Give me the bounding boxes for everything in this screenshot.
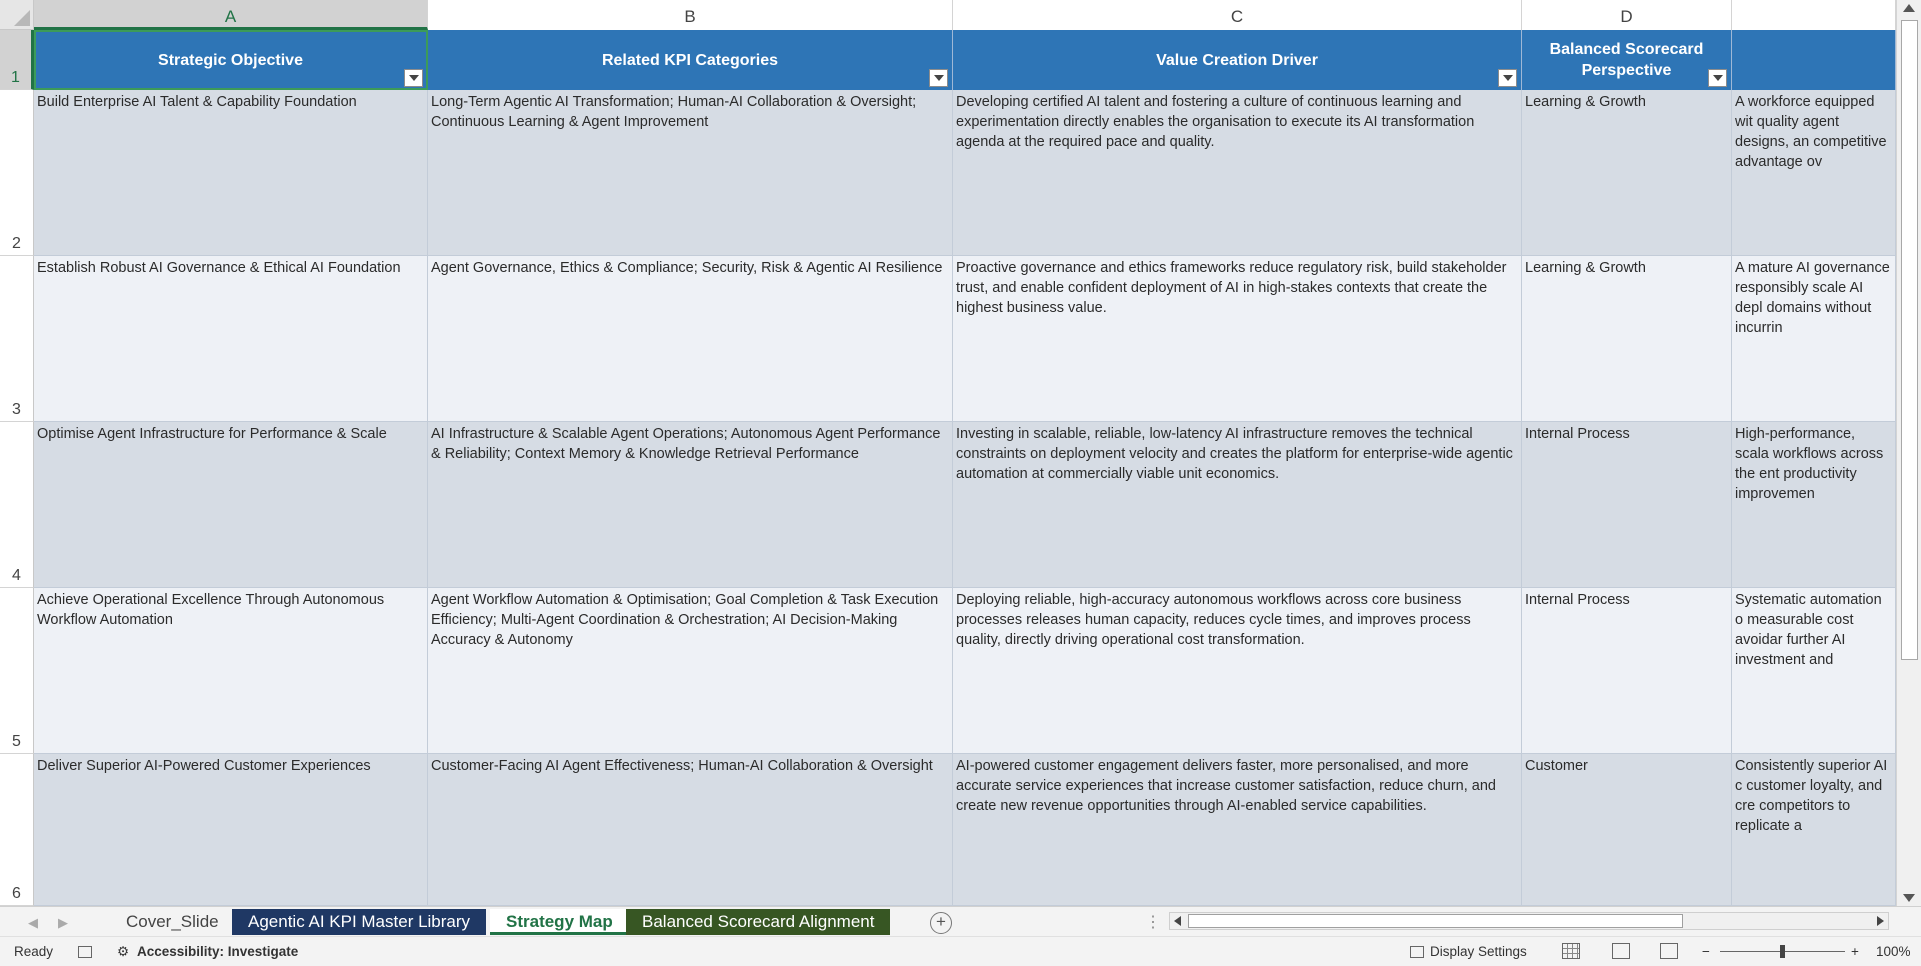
column-header-strip (0, 0, 1921, 30)
tab-strategy-map[interactable]: Strategy Map (490, 909, 629, 935)
row-header-2[interactable]: 2 (0, 90, 34, 256)
accessibility-icon[interactable]: ⚙ (117, 944, 130, 959)
more-options-icon[interactable]: ⋮ (1145, 914, 1161, 931)
cell-strategic-objective[interactable]: Build Enterprise AI Talent & Capability Foundation (34, 90, 428, 256)
column-header-a[interactable]: A (34, 0, 428, 30)
cell-value-driver[interactable]: Deploying reliable, high-accuracy autonomous workflows across core business processes releases human capacity, reduces cycle times, and improves process quality, directly driving operational cost transformation. (953, 588, 1522, 754)
tab-cover-slide[interactable]: Cover_Slide (110, 909, 236, 935)
cell-perspective[interactable]: Internal Process (1522, 588, 1732, 754)
filter-dropdown-icon[interactable] (1708, 69, 1727, 87)
cell-value-driver[interactable]: Proactive governance and ethics frameworks reduce regulatory risk, build stakeholder trust, and enable confident deployment of AI in high-stakes contexts that create the highest business value. (953, 256, 1522, 422)
cell-value-driver[interactable]: AI-powered customer engagement delivers faster, more personalised, and more accurate service experiences that increase customer satisfaction, reduce churn, and create new revenue opportunities through AI-enabled service capabilities. (953, 754, 1522, 906)
cell-value-driver[interactable]: Investing in scalable, reliable, low-latency AI infrastructure removes the technical constraints on deployment velocity and creates the platform for enterprise-wide agentic automation at commercially viable unit economics. (953, 422, 1522, 588)
cell-column-e[interactable]: A workforce equipped wit quality agent designs, an competitive advantage ov (1732, 90, 1896, 256)
filter-dropdown-icon[interactable] (404, 69, 423, 87)
normal-view-icon[interactable] (1562, 943, 1580, 959)
scroll-up-icon[interactable] (1903, 4, 1915, 12)
filter-dropdown-icon[interactable] (929, 69, 948, 87)
zoom-out-icon[interactable]: − (1702, 944, 1710, 959)
zoom-level[interactable]: 100% (1876, 944, 1911, 959)
cell-kpi-categories[interactable]: Agent Governance, Ethics & Compliance; Security, Risk & Agentic AI Resilience (428, 256, 953, 422)
row-header-4[interactable]: 4 (0, 422, 34, 588)
tab-scroll-left-icon[interactable]: ◀ (28, 915, 38, 930)
header-cell-column-e[interactable] (1732, 30, 1896, 90)
cell-column-e[interactable]: Consistently superior AI c customer loyalty, and cre competitors to replicate a (1732, 754, 1896, 906)
cell-strategic-objective[interactable]: Optimise Agent Infrastructure for Performance & Scale (34, 422, 428, 588)
cell-column-e[interactable]: A mature AI governance responsibly scale AI depl domains without incurrin (1732, 256, 1896, 422)
select-all-corner[interactable] (0, 0, 34, 30)
status-bar (0, 936, 1921, 966)
header-cell-related-kpi-categories[interactable]: Related KPI Categories (428, 30, 953, 90)
horizontal-scroll-thumb[interactable] (1188, 914, 1683, 928)
scroll-down-icon[interactable] (1903, 894, 1915, 902)
vertical-scroll-thumb[interactable] (1901, 20, 1918, 660)
cell-kpi-categories[interactable]: Customer-Facing AI Agent Effectiveness; Human-AI Collaboration & Oversight (428, 754, 953, 906)
sheet-tab-bar (0, 906, 1921, 936)
cell-column-e[interactable]: High-performance, scala workflows across the ent productivity improvemen (1732, 422, 1896, 588)
page-break-view-icon[interactable] (1660, 943, 1678, 959)
column-header-b[interactable]: B (428, 0, 953, 30)
tab-scroll-right-icon[interactable]: ▶ (58, 915, 68, 930)
accessibility-status[interactable]: Accessibility: Investigate (137, 944, 299, 959)
tab-agentic-ai-kpi-master-library[interactable]: Agentic AI KPI Master Library (232, 909, 486, 935)
column-header-c[interactable]: C (953, 0, 1522, 30)
cell-perspective[interactable]: Customer (1522, 754, 1732, 906)
cell-value-driver[interactable]: Developing certified AI talent and fostering a culture of continuous learning and experimentation directly enables the organisation to execute its AI transformation agenda at the required pace and quality. (953, 90, 1522, 256)
zoom-slider-thumb[interactable] (1780, 945, 1785, 958)
row-header-5[interactable]: 5 (0, 588, 34, 754)
status-ready: Ready (14, 944, 54, 959)
cell-perspective[interactable]: Internal Process (1522, 422, 1732, 588)
add-sheet-icon[interactable]: + (930, 912, 952, 934)
vertical-scrollbar[interactable] (1896, 0, 1921, 906)
display-settings-icon[interactable] (1410, 944, 1424, 959)
row-header-3[interactable]: 3 (0, 256, 34, 422)
cell-kpi-categories[interactable]: Long-Term Agentic AI Transformation; Human-AI Collaboration & Oversight; Continuous Learning & Agent Improvement (428, 90, 953, 256)
cell-strategic-objective[interactable]: Establish Robust AI Governance & Ethical AI Foundation (34, 256, 428, 422)
cell-strategic-objective[interactable]: Achieve Operational Excellence Through Autonomous Workflow Automation (34, 588, 428, 754)
column-header-e[interactable] (1732, 0, 1896, 30)
scroll-right-icon[interactable] (1877, 916, 1884, 926)
display-settings-button[interactable]: Display Settings (1430, 944, 1527, 959)
cell-kpi-categories[interactable]: AI Infrastructure & Scalable Agent Operations; Autonomous Agent Performance & Reliability; Context Memory & Knowledge Retrieval Performance (428, 422, 953, 588)
zoom-in-icon[interactable]: + (1851, 944, 1859, 959)
cell-kpi-categories[interactable]: Agent Workflow Automation & Optimisation; Goal Completion & Task Execution Efficiency; Multi-Agent Coordination & Orchestration; AI Decision-Making Accuracy & Autonomy (428, 588, 953, 754)
scroll-left-icon[interactable] (1174, 916, 1181, 926)
tab-balanced-scorecard-alignment[interactable]: Balanced Scorecard Alignment (626, 909, 890, 935)
cell-perspective[interactable]: Learning & Growth (1522, 256, 1732, 422)
filter-dropdown-icon[interactable] (1498, 69, 1517, 87)
cell-column-e[interactable]: Systematic automation o measurable cost avoidar further AI investment and (1732, 588, 1896, 754)
cell-perspective[interactable]: Learning & Growth (1522, 90, 1732, 256)
page-layout-view-icon[interactable] (1612, 943, 1630, 959)
horizontal-scrollbar[interactable] (1169, 912, 1889, 930)
header-cell-value-creation-driver[interactable]: Value Creation Driver (953, 30, 1522, 90)
row-header-6[interactable]: 6 (0, 754, 34, 906)
column-header-d[interactable]: D (1522, 0, 1732, 30)
header-cell-strategic-objective[interactable]: Strategic Objective (34, 30, 428, 90)
macro-record-icon[interactable] (78, 944, 92, 959)
worksheet-grid (34, 30, 1896, 906)
cell-strategic-objective[interactable]: Deliver Superior AI-Powered Customer Experiences (34, 754, 428, 906)
row-header-1[interactable]: 1 (0, 30, 34, 90)
header-cell-balanced-scorecard-perspective[interactable]: Balanced Scorecard Perspective (1522, 30, 1732, 90)
